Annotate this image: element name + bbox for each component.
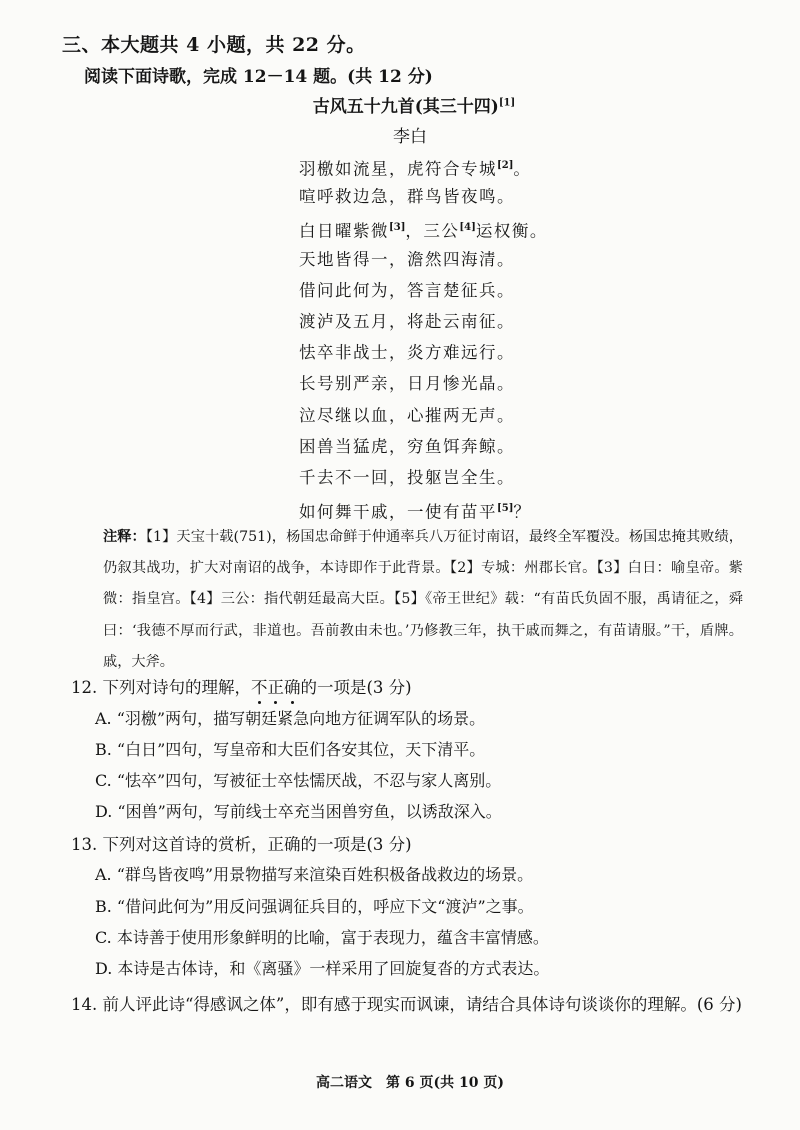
poem-title-text: 古风五十九首(其三十四) (312, 97, 499, 117)
poem-line: 白日曜紫微[3]，三公[4]运权衡。 (299, 221, 548, 241)
poem-line: 千去不一回，投躯岂全生。 (299, 467, 515, 487)
emphasis-char: 确 (284, 674, 301, 698)
footnote-marker: [3] (389, 222, 406, 234)
section-header: 三、本大题共 4 小题，共 22 分。 (62, 34, 366, 56)
emphasis-char: 不 (251, 674, 268, 698)
question-13-option-d: D. 本诗是古体诗，和《离骚》一样采用了回旋复沓的方式表达。 (95, 959, 550, 978)
poem-author (0, 122, 800, 147)
poem-body (299, 150, 548, 524)
poem-line: 如何舞干戚，一使有苗平[5]？ (299, 502, 532, 522)
poem-line: 羽檄如流星，虎符合专城[2]。 (299, 159, 532, 179)
page-footer-text: 高二语文 第 6 页(共 10 页) (316, 1075, 504, 1091)
poem-line: 渡泸及五月，将赴云南征。 (299, 311, 515, 331)
poem-title (0, 92, 800, 117)
question-12-option-a: A. “羽檄”两句，描写朝廷紧急向地方征调军队的场景。 (95, 709, 486, 728)
annotations-label: 注释： (103, 529, 146, 545)
question-12-option-d: D. “困兽”两句，写前线士卒充当困兽穷鱼，以诱敌深入。 (95, 802, 502, 821)
poem-line: 借问此何为，答言楚征兵。 (299, 280, 515, 300)
page-footer (0, 1072, 800, 1092)
poem-line: 长号别严亲，日月惨光晶。 (299, 374, 515, 394)
question-13-option-b: B. “借问此何为”用反问强调征兵目的，呼应下文“渡泸”之事。 (95, 897, 534, 916)
question-14-stem: 14. 前人评此诗“得感讽之体”，即有感于现实而讽谏，请结合具体诗句谈谈你的理解。(6 分) (71, 995, 742, 1014)
poem-line: 怯卒非战士，炎方难远行。 (299, 343, 515, 363)
footnote-marker: [2] (497, 160, 514, 171)
poem-author-text: 李白 (393, 127, 427, 147)
annotations-text: 【1】天宝十载(751)，杨国忠命鲜于仲通率兵八万征讨南诏，最终全军覆没。杨国忠掩其败绩，仍叙其战功，扩大对南诏的战争，本诗即作于此背景。【2】专城：州郡长官。【3】白日：喻皇帝。紫微：指皇宫。【4】三公：指代朝廷最高大臣。【5】《帝王世纪》载：“有苗氏负固不服，禹请征之，舜曰：‘我德不厚而行武，非道也。吾前教由未也。’乃修教三年，执干戚而舞之，有苗请服。”干，盾牌。戚，大斧。 (103, 529, 743, 670)
footnote-marker: [1] (498, 97, 516, 109)
question-12-option-c: C. “怯卒”四句，写被征士卒怯懦厌战，不忍与家人离别。 (95, 771, 502, 790)
question-12-option-b: B. “白日”四句，写皇帝和大臣们各安其位，天下清平。 (95, 740, 486, 759)
poem-line: 泣尽继以血，心摧两无声。 (299, 405, 515, 425)
emphasis-char: 正 (268, 674, 285, 698)
reading-instruction: 阅读下面诗歌，完成 12－14 题。(共 12 分) (84, 67, 433, 87)
question-12-stem: 12. 下列对诗句的理解，不正确的一项是(3 分) (71, 674, 412, 698)
footnote-marker: [4] (459, 222, 476, 234)
annotations (103, 522, 743, 678)
poem-line: 喧呼救边急，群鸟皆夜鸣。 (299, 187, 515, 207)
question-13-option-a: A. “群鸟皆夜鸣”用景物描写来渲染百姓积极备战救边的场景。 (95, 865, 534, 884)
footnote-marker: [5] (497, 503, 514, 515)
question-13-stem: 13. 下列对这首诗的赏析，正确的一项是(3 分) (71, 835, 412, 854)
question-13-option-c: C. 本诗善于使用形象鲜明的比喻，富于表现力，蕴含丰富情感。 (95, 928, 549, 947)
poem-line: 天地皆得一，澹然四海清。 (299, 249, 515, 269)
poem-line: 困兽当猛虎，穷鱼饵奔鲸。 (299, 436, 515, 456)
